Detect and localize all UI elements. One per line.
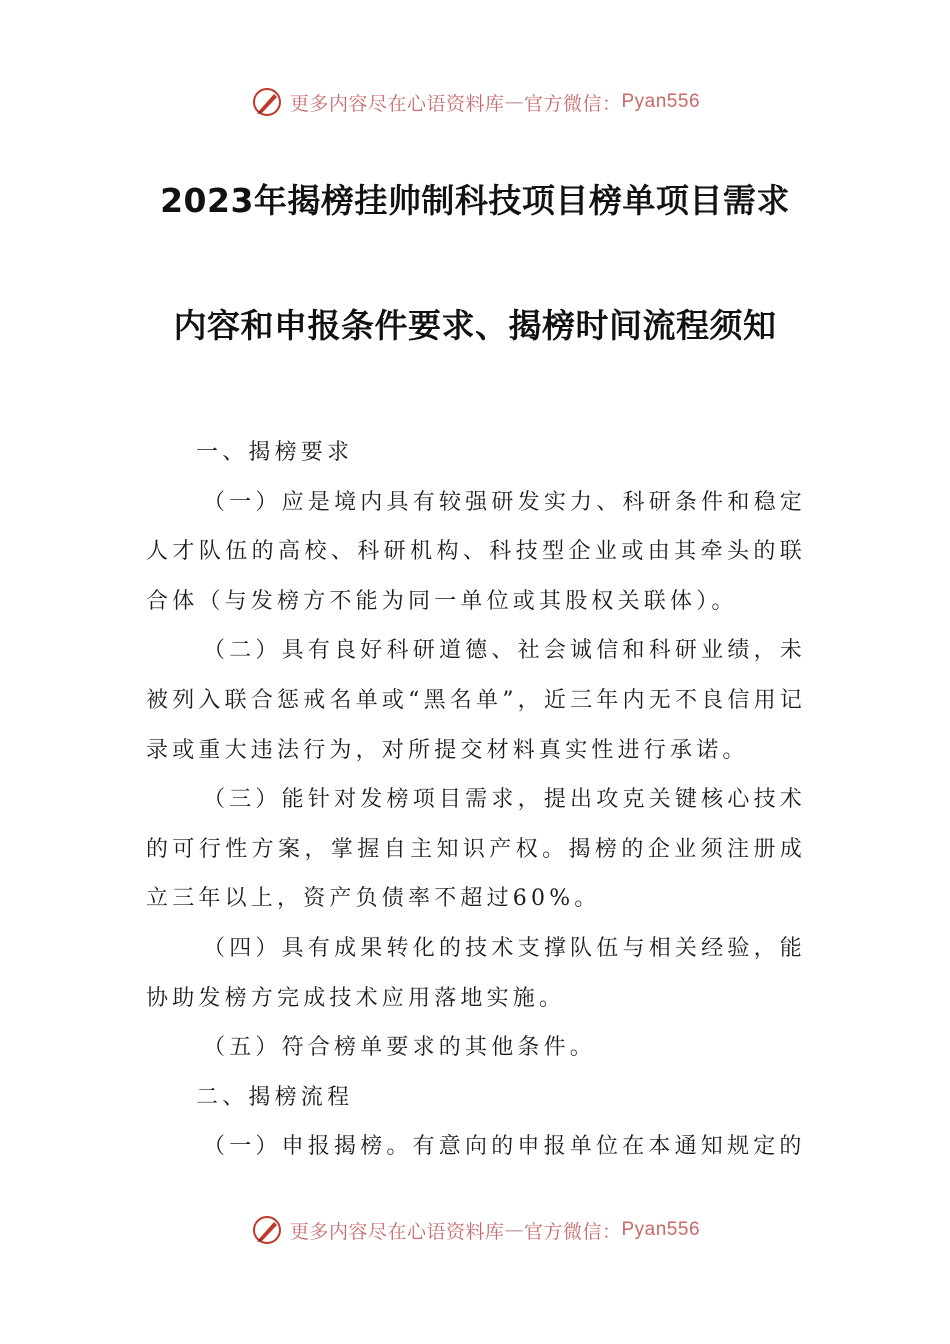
section-heading-requirements: 一、揭榜要求 xyxy=(196,440,354,465)
paragraph: （二）具有良好科研道德、社会诚信和科研业绩，未被列入联合惩戒名单或“黑名单”，近三年内无不良信用记录或重大违法行为，对所提交材料真实性进行承诺。 xyxy=(146,638,806,763)
paragraph: （五）符合榜单要求的其他条件。 xyxy=(203,1035,597,1061)
paragraph: （四）具有成果转化的技术支撑队伍与相关经验，能协助发榜方完成技术应用落地实施。 xyxy=(146,935,806,1011)
watermark-main-text: 更多内容尽在心语资料库 xyxy=(289,1220,505,1243)
watermark-dash: — xyxy=(504,1219,524,1241)
paragraph: （三）能针对发榜项目需求，提出攻克关键核心技术的可行性方案，掌握自主知识产权。揭榜的企业须注册成立三年以上，资产负债率不超过60%。 xyxy=(146,787,806,912)
section-heading-process: 二、揭榜流程 xyxy=(196,1084,354,1110)
paragraph: （一）申报揭榜。有意向的申报单位在本通知规定的 xyxy=(203,1134,806,1160)
watermark-footer xyxy=(0,1210,950,1250)
watermark-dash: — xyxy=(504,91,524,113)
watermark-wechat-id: Pyan556 xyxy=(621,91,701,112)
document-title-line2: 内容和申报条件要求、揭榜时间流程须知 xyxy=(173,306,777,345)
watermark-header xyxy=(0,82,950,122)
document-title-line1: 2023年揭榜挂帅制科技项目榜单项目需求 xyxy=(160,181,790,220)
watermark-main-text: 更多内容尽在心语资料库 xyxy=(289,92,505,115)
watermark-sub-text: 官方微信： xyxy=(523,92,622,115)
pen-logo-icon xyxy=(250,1213,284,1247)
watermark-sub-text: 官方微信： xyxy=(523,1220,622,1243)
pen-logo-icon xyxy=(250,85,284,119)
paragraph: （一）应是境内具有较强研发实力、科研条件和稳定人才队伍的高校、科研机构、科技型企业或由其牵头的联合体（与发榜方不能为同一单位或其股权关联体）。 xyxy=(146,489,806,614)
document-body xyxy=(146,428,806,1172)
watermark-wechat-id: Pyan556 xyxy=(621,1219,701,1240)
